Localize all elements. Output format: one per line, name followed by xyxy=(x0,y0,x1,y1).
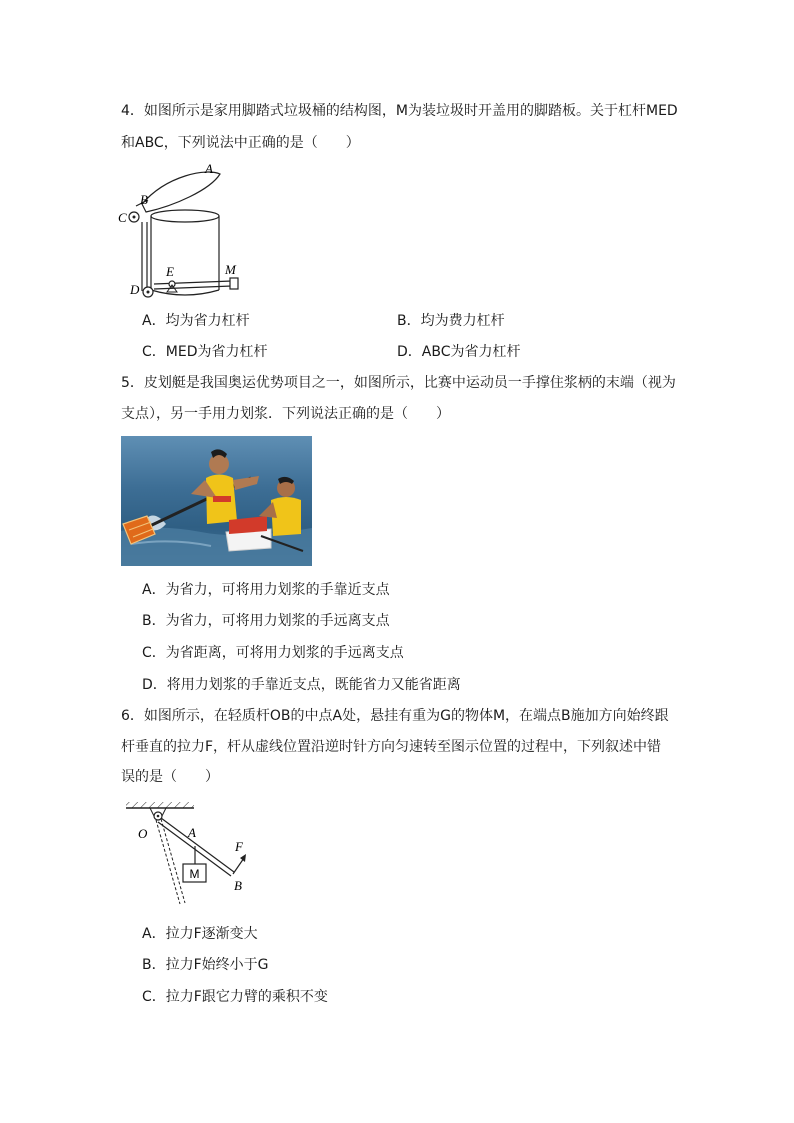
q6-label-a: A xyxy=(188,825,196,840)
q5-kayak-illustration xyxy=(121,436,312,566)
q6-stem-line-3: 误的是（ ） xyxy=(121,769,219,785)
q5-kayak-photo xyxy=(121,436,312,566)
q5-stem-line-1: 5．皮划艇是我国奥运优势项目之一，如图所示，比赛中运动员一手撑住浆柄的末端（视为 xyxy=(121,375,676,391)
q4-label-m: M xyxy=(225,262,236,277)
q4-option-c[interactable]: C．MED为省力杠杆 xyxy=(142,344,268,360)
q4-stem-line-2: 和ABC，下列说法中正确的是（ ） xyxy=(121,135,360,151)
q6-pivot-o-dot xyxy=(157,815,160,818)
q5-stem-line-2: 支点），另一手用力划浆．下列说法正确的是（ ） xyxy=(121,406,450,422)
q4-lid-shape xyxy=(142,172,220,212)
q5-option-d[interactable]: D．将用力划浆的手靠近支点，既能省力又能省距离 xyxy=(142,677,461,693)
q6-force-arrow-line xyxy=(233,858,244,874)
q6-force-arrow-head xyxy=(240,854,246,862)
q5-option-c[interactable]: C．为省距离，可将用力划浆的手远离支点 xyxy=(142,645,404,661)
q6-label-f: F xyxy=(235,839,243,854)
q5-option-b[interactable]: B．为省力，可将用力划浆的手远离支点 xyxy=(142,613,390,629)
q5-athlete1-head xyxy=(209,454,229,474)
q6-lever-figure xyxy=(118,796,268,912)
q5-athlete1-arm-right xyxy=(233,476,259,490)
q4-label-b: B xyxy=(140,192,148,207)
q6-option-b[interactable]: B．拉力F始终小于G xyxy=(142,957,269,973)
q4-option-a[interactable]: A．均为省力杠杆 xyxy=(142,313,250,329)
q6-initial-rod-left xyxy=(156,820,180,904)
q4-fulcrum-e xyxy=(169,281,175,287)
q4-option-b[interactable]: B．均为费力杠杆 xyxy=(397,313,505,329)
q6-option-c[interactable]: C．拉力F跟它力臂的乘积不变 xyxy=(142,989,328,1005)
q4-pivot-d-dot xyxy=(147,291,150,294)
q4-pedal-lever-top xyxy=(154,281,232,284)
q6-initial-rod-right xyxy=(161,819,185,903)
q5-option-a[interactable]: A．为省力，可将用力划浆的手靠近支点 xyxy=(142,582,390,598)
q4-pedal-lever-bottom xyxy=(154,286,232,289)
q6-weight-label: M xyxy=(189,867,200,881)
q6-option-a[interactable]: A．拉力F逐渐变大 xyxy=(142,926,258,942)
q4-can-top xyxy=(151,210,219,222)
q6-ceiling-hatch xyxy=(126,802,194,808)
q4-option-d[interactable]: D．ABC为省力杠杆 xyxy=(397,344,521,360)
q4-pedal-m xyxy=(230,278,238,289)
q4-label-d: D xyxy=(130,282,140,297)
q6-label-o: O xyxy=(138,826,148,841)
q5-athlete1-trim xyxy=(213,496,231,502)
q6-stem-line-1: 6．如图所示，在轻质杆OB的中点A处，悬挂有重为G的物体M，在端点B施加方向始终跟 xyxy=(121,708,669,724)
q4-label-a: A xyxy=(205,161,213,176)
q4-can-bottom xyxy=(151,290,219,295)
q6-stem-line-2: 杆垂直的拉力F，杆从虚线位置沿逆时针方向匀速转至图示位置的过程中，下列叙述中错 xyxy=(121,739,662,755)
q4-stem-line-1: 4．如图所示是家用脚踏式垃圾桶的结构图，M为装垃圾时开盖用的脚踏板。关于杠杆MED xyxy=(121,103,678,119)
q4-label-e: E xyxy=(166,264,174,279)
q6-label-b: B xyxy=(234,878,242,893)
q4-pivot-c-dot xyxy=(133,216,136,219)
q4-trash-can-figure xyxy=(112,160,252,302)
q4-label-c: C xyxy=(118,210,127,225)
